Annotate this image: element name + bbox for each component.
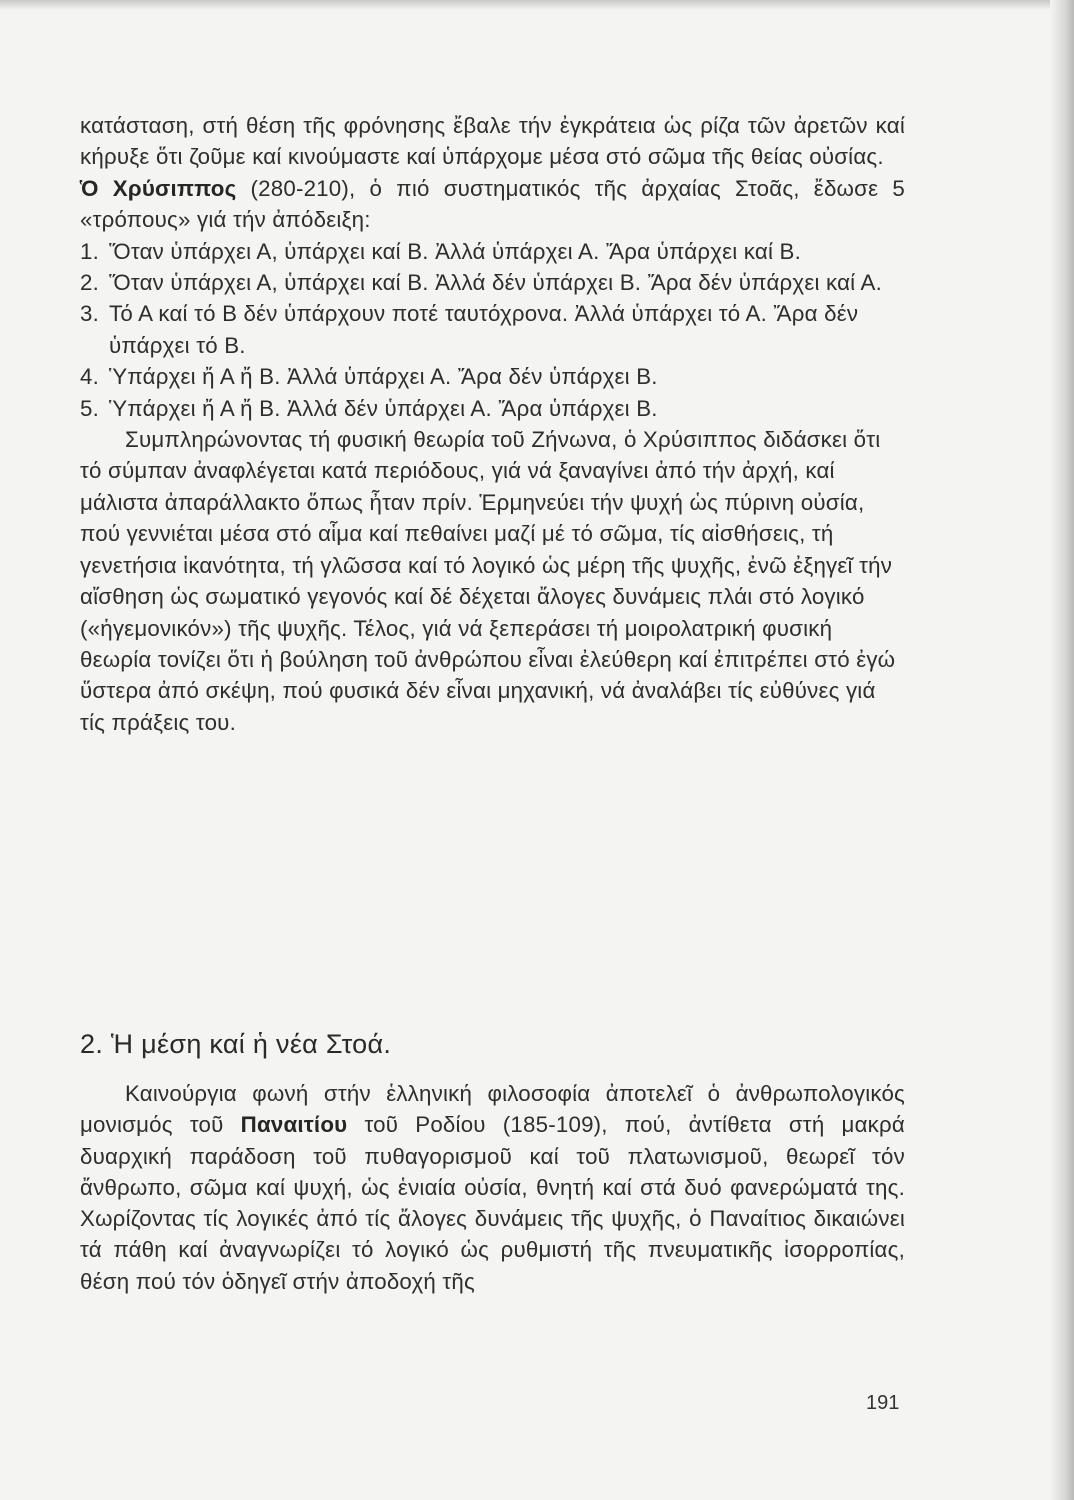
paragraph-lead: Καινούργια φωνή στήν ἑλληνική φιλοσοφία ἀποτελεῖ ὁ ἀνθρωπολογικός μονισμός τοῦ — [80, 1081, 905, 1138]
list-item-number: 4. — [80, 364, 99, 390]
section-1-text — [80, 110, 905, 738]
list-item-text: Ὅταν ὑπάρχει Α, ὑπάρχει καί Β. Ἀλλά ὑπάρχει Α. Ἄρα ὑπάρχει καί Β. — [109, 238, 801, 264]
list-item-number: 2. — [80, 270, 99, 296]
chrysippus-name: Ὁ Χρύσιππος — [80, 175, 237, 201]
chrysippus-paragraph — [80, 173, 905, 236]
list-item — [80, 393, 905, 424]
list-item-text: Ὑπάρχει ἤ Α ἤ Β. Ἀλλά ὑπάρχει Α. Ἄρα δέν ὑπάρχει Β. — [109, 364, 658, 390]
chrysippus-intro: (280-210), ὁ πιό συστηματικός τῆς ἀρχαίας Στοᾶς, ἔδωσε 5 «τρόπους» γιά τήν ἀπόδειξη: — [80, 175, 905, 233]
page-top-shadow — [0, 0, 1074, 10]
opening-paragraph: κατάσταση, στή θέση τῆς φρόνησης ἔβαλε τήν ἐγκράτεια ὡς ρίζα τῶν ἀρετῶν καί κήρυξε ὅτι ζοῦμε καί κινούμαστε καί ὑπάρχομε μέσα στό σῶμα τῆς θείας οὐσίας. — [80, 113, 905, 170]
section-2-text — [80, 1078, 905, 1297]
panaetius-paragraph — [80, 1078, 905, 1297]
list-item-text: Ὑπάρχει ἤ Α ἤ Β. Ἀλλά δέν ὑπάρχει Α. Ἄρα ὑπάρχει Β. — [109, 395, 658, 421]
closing-paragraph: Συμπληρώνοντας τή φυσική θεωρία τοῦ Ζήνωνα, ὁ Χρύσιππος διδάσκει ὅτι τό σύμπαν ἀναφλέγεται κατά περιόδους, γιά νά ξαναγίνει ἀπό τήν ἀρχή, καί μάλιστα ἀπαράλλακτο ὅπως ἦταν πρίν. Ἑρμηνεύει τήν ψυχή ὡς πύρινη οὐσία, πού γεννιέται μέσα στό αἷμα καί πεθαίνει μαζί μέ τό σῶμα, τίς αἰσθήσεις, τή γενετήσια ἱκανότητα, τή γλῶσσα καί τό λογικό ὡς μέρη τῆς ψυχῆς, ἐνῶ ἐξηγεῖ τήν αἴσθηση ὡς σωματικό γεγονός καί δέ δέχεται ἄλογες δυνάμεις πλάι στό λογικό («ἡγεμονικόν») τῆς ψυχῆς. Τέλος, γιά νά ξεπεράσει τή μοιρολατρική φυσική θεωρία τονίζει ὅτι ἡ βούληση τοῦ ἀνθρώπου εἶναι ἐλεύθερη καί ἐπιτρέπει στό ἐγώ ὕστερα ἀπό σκέψη, πού φυσικά δέν εἶναι μηχανική, νά ἀναλάβει τίς εὐθύνες γιά τίς πράξεις του. — [80, 427, 896, 735]
proof-modes-list — [80, 236, 905, 424]
list-item-text: Τό Α καί τό Β δέν ὑπάρχουν ποτέ ταυτόχρονα. Ἀλλά ὑπάρχει τό Α. Ἄρα δέν ὑπάρχει τό Β. — [109, 301, 859, 358]
section-heading: 2. Ἡ μέση καί ἡ νέα Στοά. — [80, 1029, 392, 1059]
list-item-number: 1. — [80, 238, 99, 264]
page-number: 191 — [866, 1392, 900, 1414]
panaetius-name: Παναιτίου — [240, 1112, 348, 1138]
list-item-text: Ὅταν ὑπάρχει Α, ὑπάρχει καί Β. Ἀλλά δέν ὑπάρχει Β. Ἄρα δέν ὑπάρχει καί Α. — [109, 270, 882, 296]
list-item — [80, 298, 905, 361]
list-item — [80, 361, 905, 392]
list-item — [80, 236, 905, 267]
list-item — [80, 267, 905, 298]
list-item-number: 3. — [80, 301, 99, 327]
page-right-edge — [1050, 0, 1074, 1500]
paragraph-rest: τοῦ Ροδίου (185-109), πού, ἀντίθετα στή μακρά δυαρχική παράδοση τοῦ πυθαγορισμοῦ καί τοῦ πλατωνισμοῦ, θεωρεῖ τόν ἄνθρωπο, σῶμα καί ψυχή, ὡς ἑνιαία οὐσία, θνητή καί στά δυό φανερώματά της. Χωρίζοντας τίς λογικές ἀπό τίς ἄλογες δυνάμεις τῆς ψυχῆς, ὁ Παναίτιος δικαιώνει τά πάθη καί ἀναγνωρίζει τό λογικό ὡς ρυθμιστή τῆς πνευματικῆς ἰσορροπίας, θέση πού τόν ὁδηγεῖ στήν ἀποδοχή τῆς — [80, 1112, 906, 1294]
list-item-number: 5. — [80, 395, 99, 421]
